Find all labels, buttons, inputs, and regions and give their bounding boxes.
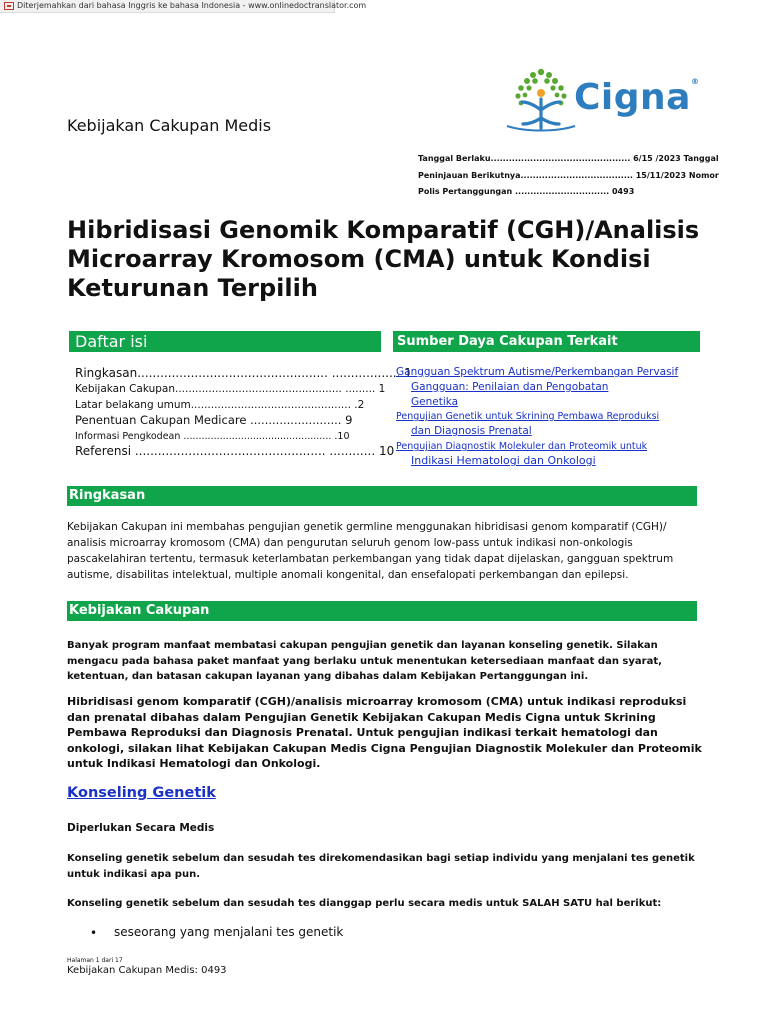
toc-item-medicare[interactable]: Penentuan Cakupan Medicare ......................... 9 [75,413,353,427]
genetic-counseling-link[interactable]: Konseling Genetik [67,785,216,801]
next-review: Peninjauan Berikutnya..................................... 15/11/2023 Nomor [418,171,719,180]
medically-necessary-subheading: Diperlukan Secara Medis [67,822,215,834]
translation-notice-bar[interactable] [0,0,367,13]
resource-link-autism[interactable]: Gangguan Spektrum Autisme/Perkembangan Pervasif [396,366,679,378]
resource-link-molecular-cont[interactable]: Indikasi Hematologi dan Onkologi [411,454,596,467]
resources-heading: Sumber Daya Cakupan Terkait [393,331,700,352]
resource-link-reproductive[interactable]: Pengujian Genetik untuk Skrining Pembawa Reproduksi [396,411,660,422]
summary-text: Kebijakan Cakupan ini membahas pengujian genetik germline menggunakan hibridisasi genom komparatif (CGH)/ analisis microarray kromosom (CMA) dan pengurutan seluruh genom low-pass untuk indikasi non-onkologis pascakelahiran tertentu, termasuk keterlambatan perkembangan yang tidak dapat dijelaskan, gangguan spektrum autisme, disabilitas intelektual, multiple anomali kongenital, dan ensefalopati perkembangan dan epilepsi. [67,521,674,581]
resource-link-autism-cont[interactable]: Gangguan: Penilaian dan Pengobatan [411,381,609,393]
toc-item-latar-belakang[interactable]: Latar belakang umum................................................ .2 [75,399,365,411]
translation-notice: Diterjemahkan dari bahasa Inggris ke bahasa Indonesia - www.onlinedoctranslator.com [17,1,367,10]
footer-doc-id: Kebijakan Cakupan Medis: 0493 [67,965,227,976]
counseling-paragraph-1: Konseling genetik sebelum dan sesudah tes direkomendasikan bagi setiap individu yang menjalani tes genetik untuk indikasi apa pun. [67,853,695,880]
page-title: Hibridisasi Genomik Komparatif (CGH)/Analisis Microarray Kromosom (CMA) untuk Kondisi Keturunan Terpilih [67,216,700,302]
policy-heading: Kebijakan Cakupan [67,601,697,621]
toc-item-pengkodean[interactable]: Informasi Pengkodean ................................................. .10 [75,431,350,442]
counseling-paragraph-2: Konseling genetik sebelum dan sesudah tes dianggap perlu secara medis untuk SALAH SATU hal berikut: [67,898,662,909]
bullet-item-1: seseorang yang menjalani tes genetik [114,925,344,939]
page-number: Halaman 1 dari 17 [67,957,123,964]
resource-link-reproductive-cont[interactable]: dan Diagnosis Prenatal [411,425,532,437]
document-kind: Kebijakan Cakupan Medis [67,116,272,135]
effective-date: Tanggal Berlaku.............................................. 6/15 /2023 Tanggal [418,154,719,163]
resource-link-molecular[interactable]: Pengujian Diagnostik Molekuler dan Proteomik untuk [396,441,648,452]
bullet-point: • [90,926,98,940]
toc-item-referensi[interactable]: Referensi .................................................. ............ 10 [75,444,395,458]
toc-item-kebijakan[interactable]: Kebijakan Cakupan.................................................. ......... 1 [75,383,386,395]
translator-icon [4,2,14,10]
policy-number: Polis Pertanggungan ............................... 0493 [418,187,635,196]
policy-paragraph-1: Banyak program manfaat membatasi cakupan pengujian genetik dan layanan konseling genetik. Silakan mengacu pada bahasa paket manfaat yang berlaku untuk menentukan ketersediaan manfaat dan syarat, ketentuan, dan batasan cakupan layanan yang dibahas dalam Kebijakan Pertanggungan ini. [67,640,662,682]
toc-heading: Daftar isi [69,331,381,352]
toc-item-ringkasan[interactable]: Ringkasan.................................................. .................. 1 [75,366,412,380]
resource-link-genetika[interactable]: Genetika [411,396,459,408]
cigna-logo-text: Cigna® [574,77,700,118]
policy-paragraph-2: Hibridisasi genom komparatif (CGH)/analisis microarray kromosom (CMA) untuk indikasi reproduksi dan prenatal dibahas dalam Pengujian Genetik Kebijakan Cakupan Medis Cigna untuk Skrining Pembawa Reproduksi dan Diagnosis Prenatal. Untuk pengujian indikasi terkait hematologi dan onkologi, silakan lihat Kebijakan Cakupan Medis Cigna Pengujian Diagnostik Molekuler dan Proteomik untuk Indikasi Hematologi dan Onkologi. [67,695,702,770]
summary-heading: Ringkasan [67,486,697,506]
